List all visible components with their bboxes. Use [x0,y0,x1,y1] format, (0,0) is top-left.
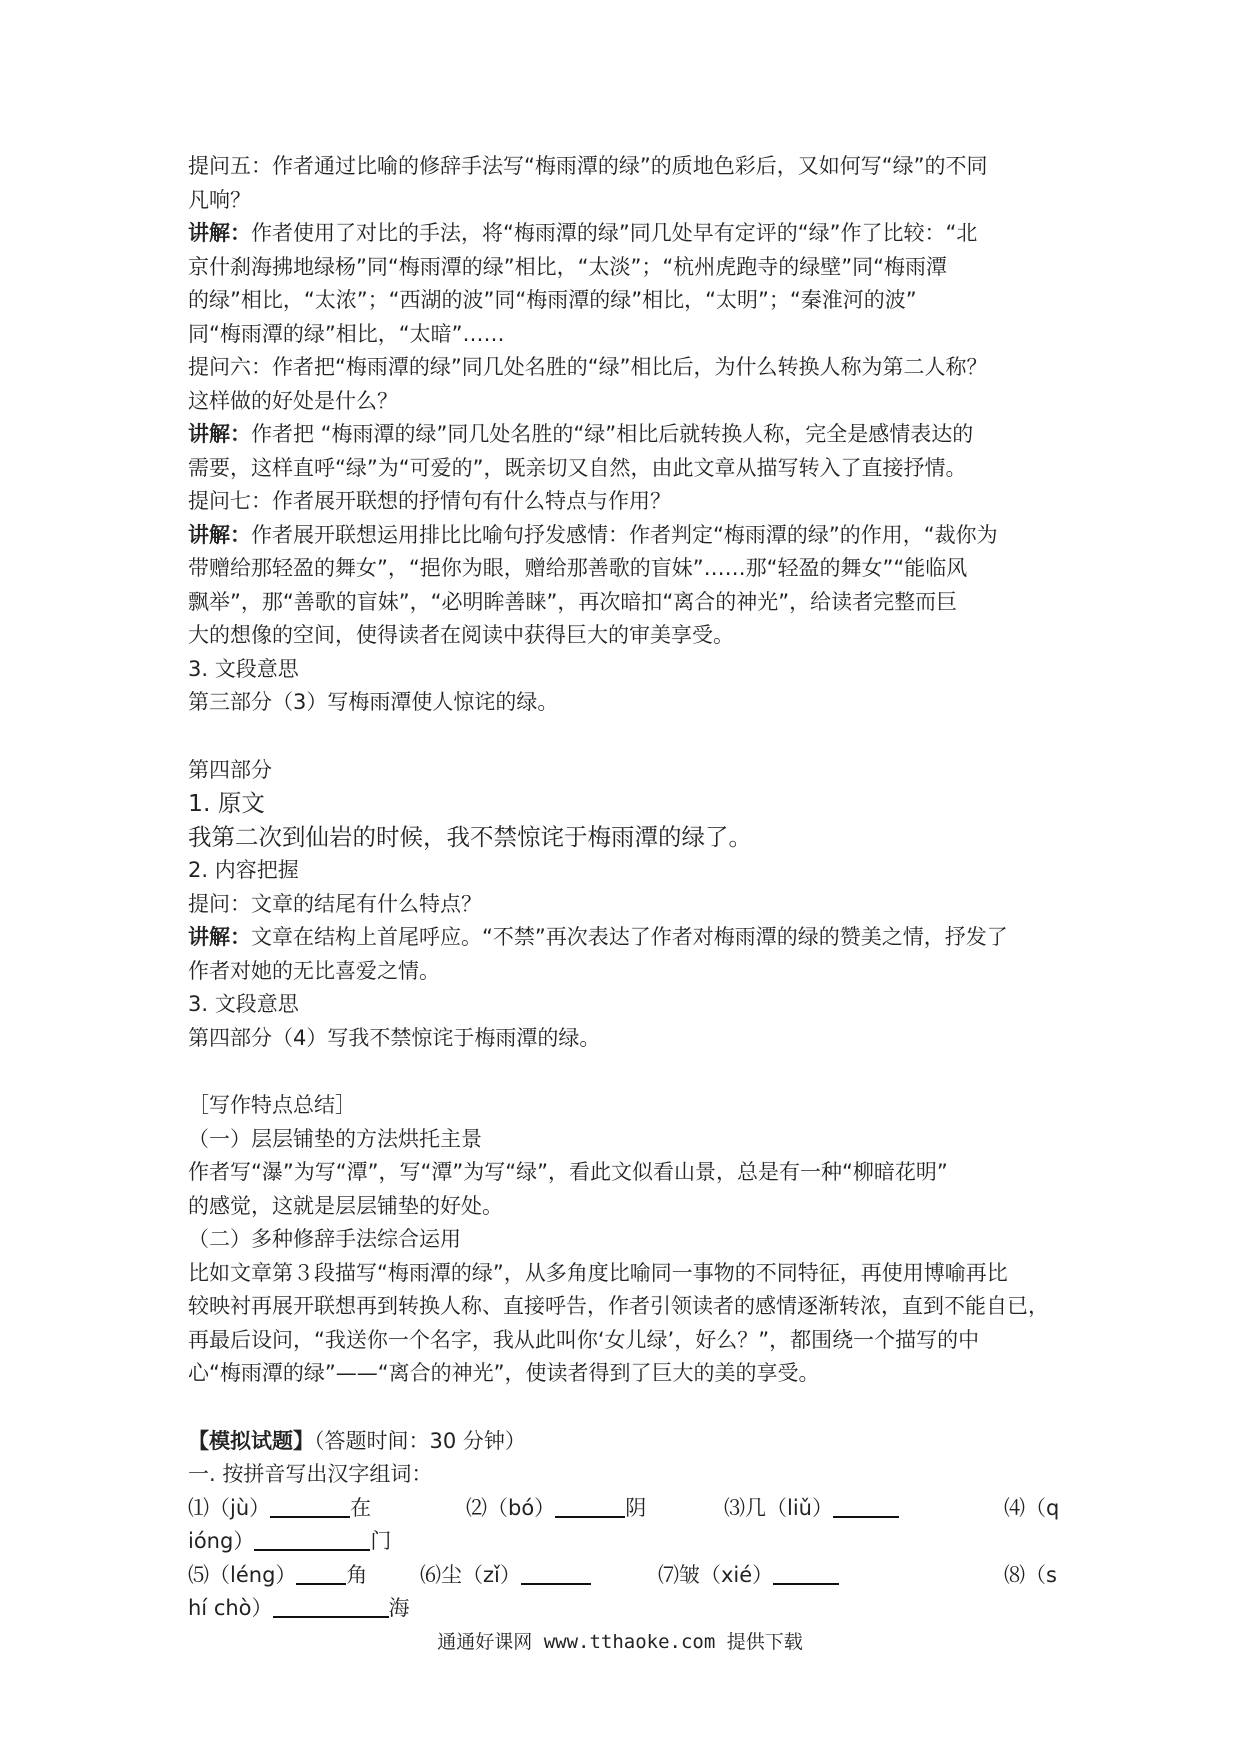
line-text: 这样做的好处是什么？ [188,388,398,413]
line-text: 较映衬再展开联想再到转换人称、直接呼告，作者引领读者的感情逐渐转浓，直到不能自已， [188,1294,1049,1318]
answer-blank-8[interactable] [273,1594,389,1618]
text-line [188,217,1068,251]
blank-gap [188,1055,1068,1089]
text-line [188,1089,1068,1123]
answer-blank-1[interactable] [270,1494,350,1518]
text-line [188,1190,1068,1224]
test-heading-line [188,1425,1068,1459]
line-text: 第四部分 [188,757,272,782]
text-line [188,821,1068,855]
text-line [188,1156,1068,1190]
exercise-item-8-cont: hí chò） 海 [188,1596,410,1620]
exercise-item-5: ⑸（léng） 角 [188,1562,368,1587]
line-text: 再最后设问，“我送你一个名字，我从此叫你‘女儿绿’，好么？”，都围绕一个描写的中 [188,1327,980,1352]
answer-blank-3[interactable] [833,1494,899,1518]
text-line [188,1223,1068,1257]
line-text: 作者把 “梅雨潭的绿”同几处名胜的“绿”相比后就转换人称，完全是感情表达的 [251,422,974,446]
exercise-row-2 [188,1525,1068,1559]
exercise-item-7: ⑺皱（xié） [658,1559,839,1593]
explanation-label: 讲解： [188,522,251,547]
line-text: 的绿”相比，“太浓”；“西湖的波”同“梅雨潭的绿”相比，“太明”；“秦淮河的波” [188,288,917,312]
text-line [188,1357,1068,1391]
line-text: 提问七：作者展开联想的抒情句有什么特点与作用？ [188,489,671,513]
answer-blank-2[interactable] [555,1494,625,1518]
text-line [188,552,1068,586]
text-line [188,955,1068,989]
exercise-row-1 [188,1492,1068,1526]
text-line [188,854,1068,888]
line-text: 提问六：作者把“梅雨潭的绿”同几处名胜的“绿”相比后，为什么转换人称为第二人称？ [188,355,988,379]
line-text: 作者使用了对比的手法，将“梅雨潭的绿”同几处早有定评的“绿”作了比较：“北 [251,221,978,245]
section1-title: 一. 按拼音写出汉字组词： [188,1462,433,1486]
line-text: 3. 文段意思 [188,656,299,681]
text-line [188,452,1068,486]
line-text: 提问五：作者通过比喻的修辞手法写“梅雨潭的绿”的质地色彩后，又如何写“绿”的不同 [188,154,988,178]
line-text: 作者对她的无比喜爱之情。 [188,958,440,983]
text-line [188,988,1068,1022]
line-text: （二）多种修辞手法综合运用 [188,1227,461,1251]
test-time-note: （答题时间：30 分钟） [314,1428,526,1453]
line-text: 比如文章第３段描写“梅雨潭的绿”，从多角度比喻同一事物的不同特征，再使用博喻再比 [188,1260,1008,1285]
exercise-item-2: ⑵（bó） 阴 [466,1495,647,1520]
line-text: 1. 原文 [188,789,265,817]
document-body [188,150,1068,1626]
line-text: 同“梅雨潭的绿”相比，“太暗”…… [188,321,505,346]
answer-blank-6[interactable] [521,1561,591,1585]
text-line [188,519,1068,553]
text-line [188,184,1068,218]
line-text: 第三部分（3）写梅雨潭使人惊诧的绿。 [188,690,559,714]
text-lines [188,150,1068,1425]
text-line [188,754,1068,788]
answer-blank-4[interactable] [254,1527,370,1551]
line-text: 第四部分（4）写我不禁惊诧于梅雨潭的绿。 [188,1025,601,1050]
text-line [188,251,1068,285]
text-line [188,485,1068,519]
text-line [188,619,1068,653]
answer-blank-7[interactable] [773,1561,839,1585]
exercise-row-4 [188,1592,1068,1626]
line-text: 飘举”，那“善歌的盲妹”，“必明眸善睐”，再次暗扣“离合的神光”，给读者完整而巨 [188,589,958,614]
exercise-row-3 [188,1559,1068,1593]
exercise-item-8: ⑻（s [1004,1562,1057,1587]
text-line [188,1257,1068,1291]
text-line [188,921,1068,955]
exercise-item-6: ⑹尘（zǐ） [420,1559,591,1593]
explanation-label: 讲解： [188,925,251,949]
line-text: 我第二次到仙岩的时候，我不禁惊诧于梅雨潭的绿了。 [188,822,752,851]
blank-gap [188,1391,1068,1425]
text-line [188,653,1068,687]
explanation-label: 讲解： [188,422,251,446]
line-text: 作者展开联想运用排比比喻句抒发感情：作者判定“梅雨潭的绿”的作用，“裁你为 [251,522,998,547]
line-text: 大的想像的空间，使得读者在阅读中获得巨大的审美享受。 [188,623,734,647]
line-text: 作者写“瀑”为写“潭”，写“潭”为写“绿”，看此文似看山景，总是有一种“柳暗花明” [188,1160,948,1184]
text-line [188,351,1068,385]
line-text: 提问：文章的结尾有什么特点？ [188,891,482,916]
line-text: 带赠给那轻盈的舞女”，“挹你为眼，赠给那善歌的盲妹”……那“轻盈的舞女”“能临风 [188,556,968,580]
text-line [188,1123,1068,1157]
text-line [188,888,1068,922]
line-text: （一）层层铺垫的方法烘托主景 [188,1126,482,1151]
line-text: ［写作特点总结］ [188,1093,356,1117]
text-line [188,1022,1068,1056]
text-line [188,586,1068,620]
exercise-item-4: ⑷（q [1004,1495,1060,1520]
text-line [188,318,1068,352]
line-text: 3. 文段意思 [188,992,299,1016]
text-line [188,385,1068,419]
exercise-item-1: ⑴（jù） 在 [188,1495,372,1520]
text-line [188,686,1068,720]
text-line [188,284,1068,318]
exercise-item-4-cont: ióng） 门 [188,1529,392,1553]
line-text: 心“梅雨潭的绿”——“离合的神光”，使读者得到了巨大的美的享受。 [188,1361,820,1385]
text-line [188,1324,1068,1358]
explanation-label: 讲解： [188,221,251,245]
line-text: 需要，这样直呼“绿”为“可爱的”，既亲切又自然，由此文章从描写转入了直接抒情。 [188,455,967,480]
line-text: 文章在结构上首尾呼应。“不禁”再次表达了作者对梅雨潭的绿的赞美之情，抒发了 [251,925,1008,949]
text-line [188,1290,1068,1324]
text-line [188,150,1068,184]
text-line [188,787,1068,821]
text-line [188,418,1068,452]
line-text: 凡响？ [188,187,251,212]
test-heading: 【模拟试题】 [188,1428,314,1453]
answer-blank-5[interactable] [296,1561,346,1585]
blank-gap [188,720,1068,754]
line-text: 京什刹海拂地绿杨”同“梅雨潭的绿”相比，“太淡”；“杭州虎跑寺的绿壁”同“梅雨潭 [188,254,948,279]
line-text: 的感觉，这就是层层铺垫的好处。 [188,1193,503,1218]
line-text: 2. 内容把握 [188,858,299,882]
exercise-item-3: ⑶几（liǔ） [724,1492,899,1526]
footer-download-note: 通通好课网 www.tthaoke.com 提供下载 [437,1631,803,1653]
